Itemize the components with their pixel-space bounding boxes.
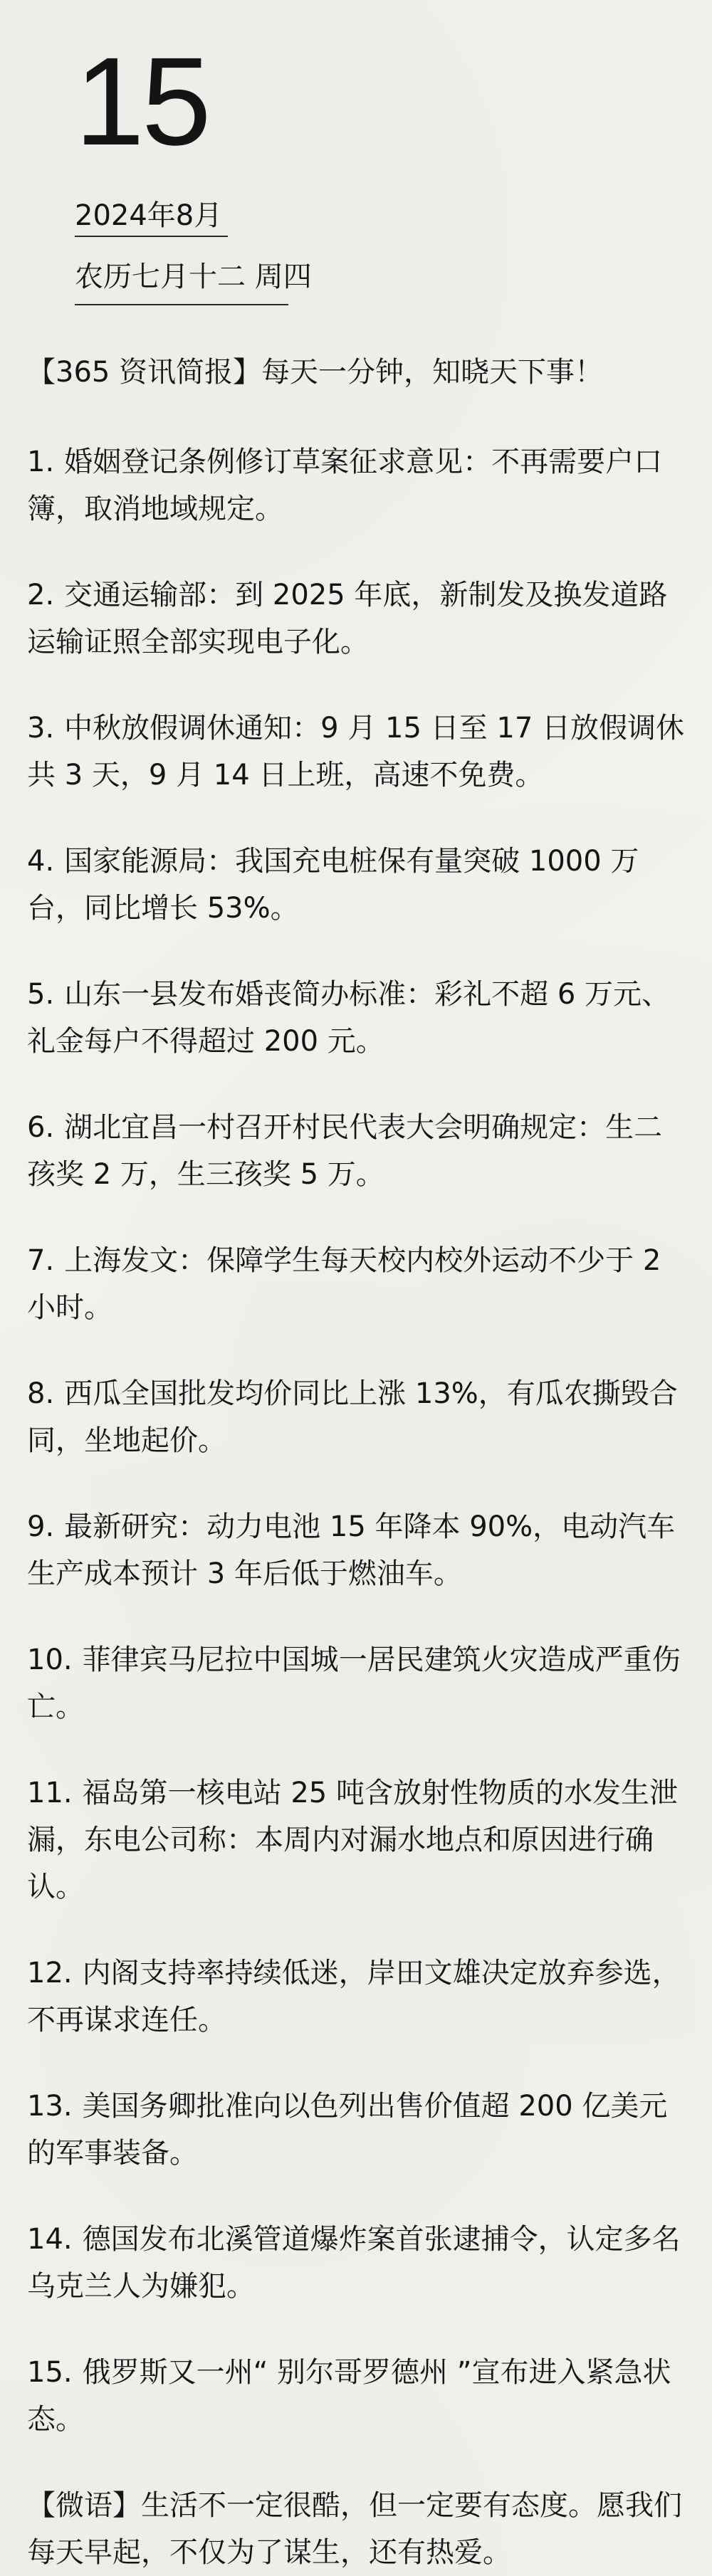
- year-month: 2024年8月: [75, 196, 228, 237]
- news-number: 1.: [27, 446, 55, 478]
- news-item: [27, 838, 689, 932]
- news-number: 4.: [27, 845, 55, 878]
- news-number: 10.: [27, 1644, 73, 1676]
- news-text: 美国务卿批准向以色列出售价值超 200 亿美元的军事装备。: [27, 2090, 668, 2170]
- news-text: 俄罗斯又一州“ 别尔哥罗德州 ”宣布进入紧急状态。: [27, 2356, 671, 2436]
- news-item: [27, 1636, 689, 1730]
- news-number: 8.: [27, 1377, 55, 1410]
- news-text: 德国发布北溪管道爆炸案首张逮捕令，认定多名乌克兰人为嫌犯。: [27, 2223, 681, 2303]
- news-item: [27, 1503, 689, 1597]
- news-list: [27, 438, 689, 2443]
- news-text: 菲律宾马尼拉中国城一居民建筑火灾造成严重伤亡。: [27, 1644, 681, 1723]
- news-item: [27, 2349, 689, 2443]
- news-number: 6.: [27, 1111, 55, 1144]
- news-text: 西瓜全国批发均价同比上涨 13%，有瓜农撕毁合同，坐地起价。: [27, 1377, 678, 1457]
- news-item: [27, 1770, 689, 1910]
- news-text: 婚姻登记条例修订草案征求意见：不再需要户口簿，取消地域规定。: [27, 446, 663, 525]
- news-number: 13.: [27, 2090, 73, 2123]
- motto-paragraph: 【微语】生活不一定很酷，但一定要有态度。愿我们每天早起，不仅为了谋生，还有热爱。: [27, 2489, 682, 2569]
- news-text: 国家能源局：我国充电桩保有量突破 1000 万台，同比增长 53%。: [27, 845, 639, 925]
- news-number: 3.: [27, 712, 55, 745]
- news-text: 交通运输部：到 2025 年底，新制发及换发道路运输证照全部实现电子化。: [27, 579, 668, 658]
- news-text: 内阁支持率持续低迷，岸田文雄决定放弃参选，不再谋求连任。: [27, 1957, 681, 2036]
- news-item: [27, 971, 689, 1065]
- news-text: 福岛第一核电站 25 吨含放射性物质的水发生泄漏，东电公司称：本周内对漏水地点和原因进行确认。: [27, 1777, 678, 1903]
- day-number: 15: [75, 32, 209, 172]
- news-number: 7.: [27, 1244, 55, 1277]
- news-item: [27, 572, 689, 666]
- news-number: 11.: [27, 1777, 73, 1809]
- news-item: [27, 1370, 689, 1464]
- news-number: 5.: [27, 978, 55, 1011]
- news-number: 14.: [27, 2223, 73, 2256]
- news-item: [27, 1950, 689, 2044]
- news-item: [27, 438, 689, 532]
- intro-line: 【365 资讯简报】每天一分钟，知晓天下事！: [27, 356, 604, 389]
- date-header: [75, 32, 312, 305]
- news-item: [27, 1104, 689, 1198]
- news-text: 山东一县发布婚丧简办标准：彩礼不超 6 万元、礼金每户不得超过 200 元。: [27, 978, 671, 1058]
- news-text: 中秋放假调休通知：9 月 15 日至 17 日放假调休共 3 天，9 月 14 日上班，高速不免费。: [27, 712, 684, 792]
- news-text: 上海发文：保障学生每天校内校外运动不少于 2 小时。: [27, 1244, 661, 1324]
- news-text: 湖北宜昌一村召开村民代表大会明确规定：生二孩奖 2 万，生三孩奖 5 万。: [27, 1111, 663, 1191]
- news-item: [27, 705, 689, 799]
- lunar-date-weekday: 农历七月十二 周四: [75, 257, 288, 305]
- news-item: [27, 2216, 689, 2310]
- news-number: 9.: [27, 1510, 55, 1543]
- news-item: [27, 2083, 689, 2177]
- news-item: [27, 1237, 689, 1331]
- news-number: 2.: [27, 579, 55, 611]
- news-number: 15.: [27, 2356, 73, 2389]
- news-text: 最新研究：动力电池 15 年降本 90%，电动汽车生产成本预计 3 年后低于燃油车。: [27, 1510, 676, 1590]
- news-content: [27, 349, 689, 2576]
- news-number: 12.: [27, 1957, 73, 1989]
